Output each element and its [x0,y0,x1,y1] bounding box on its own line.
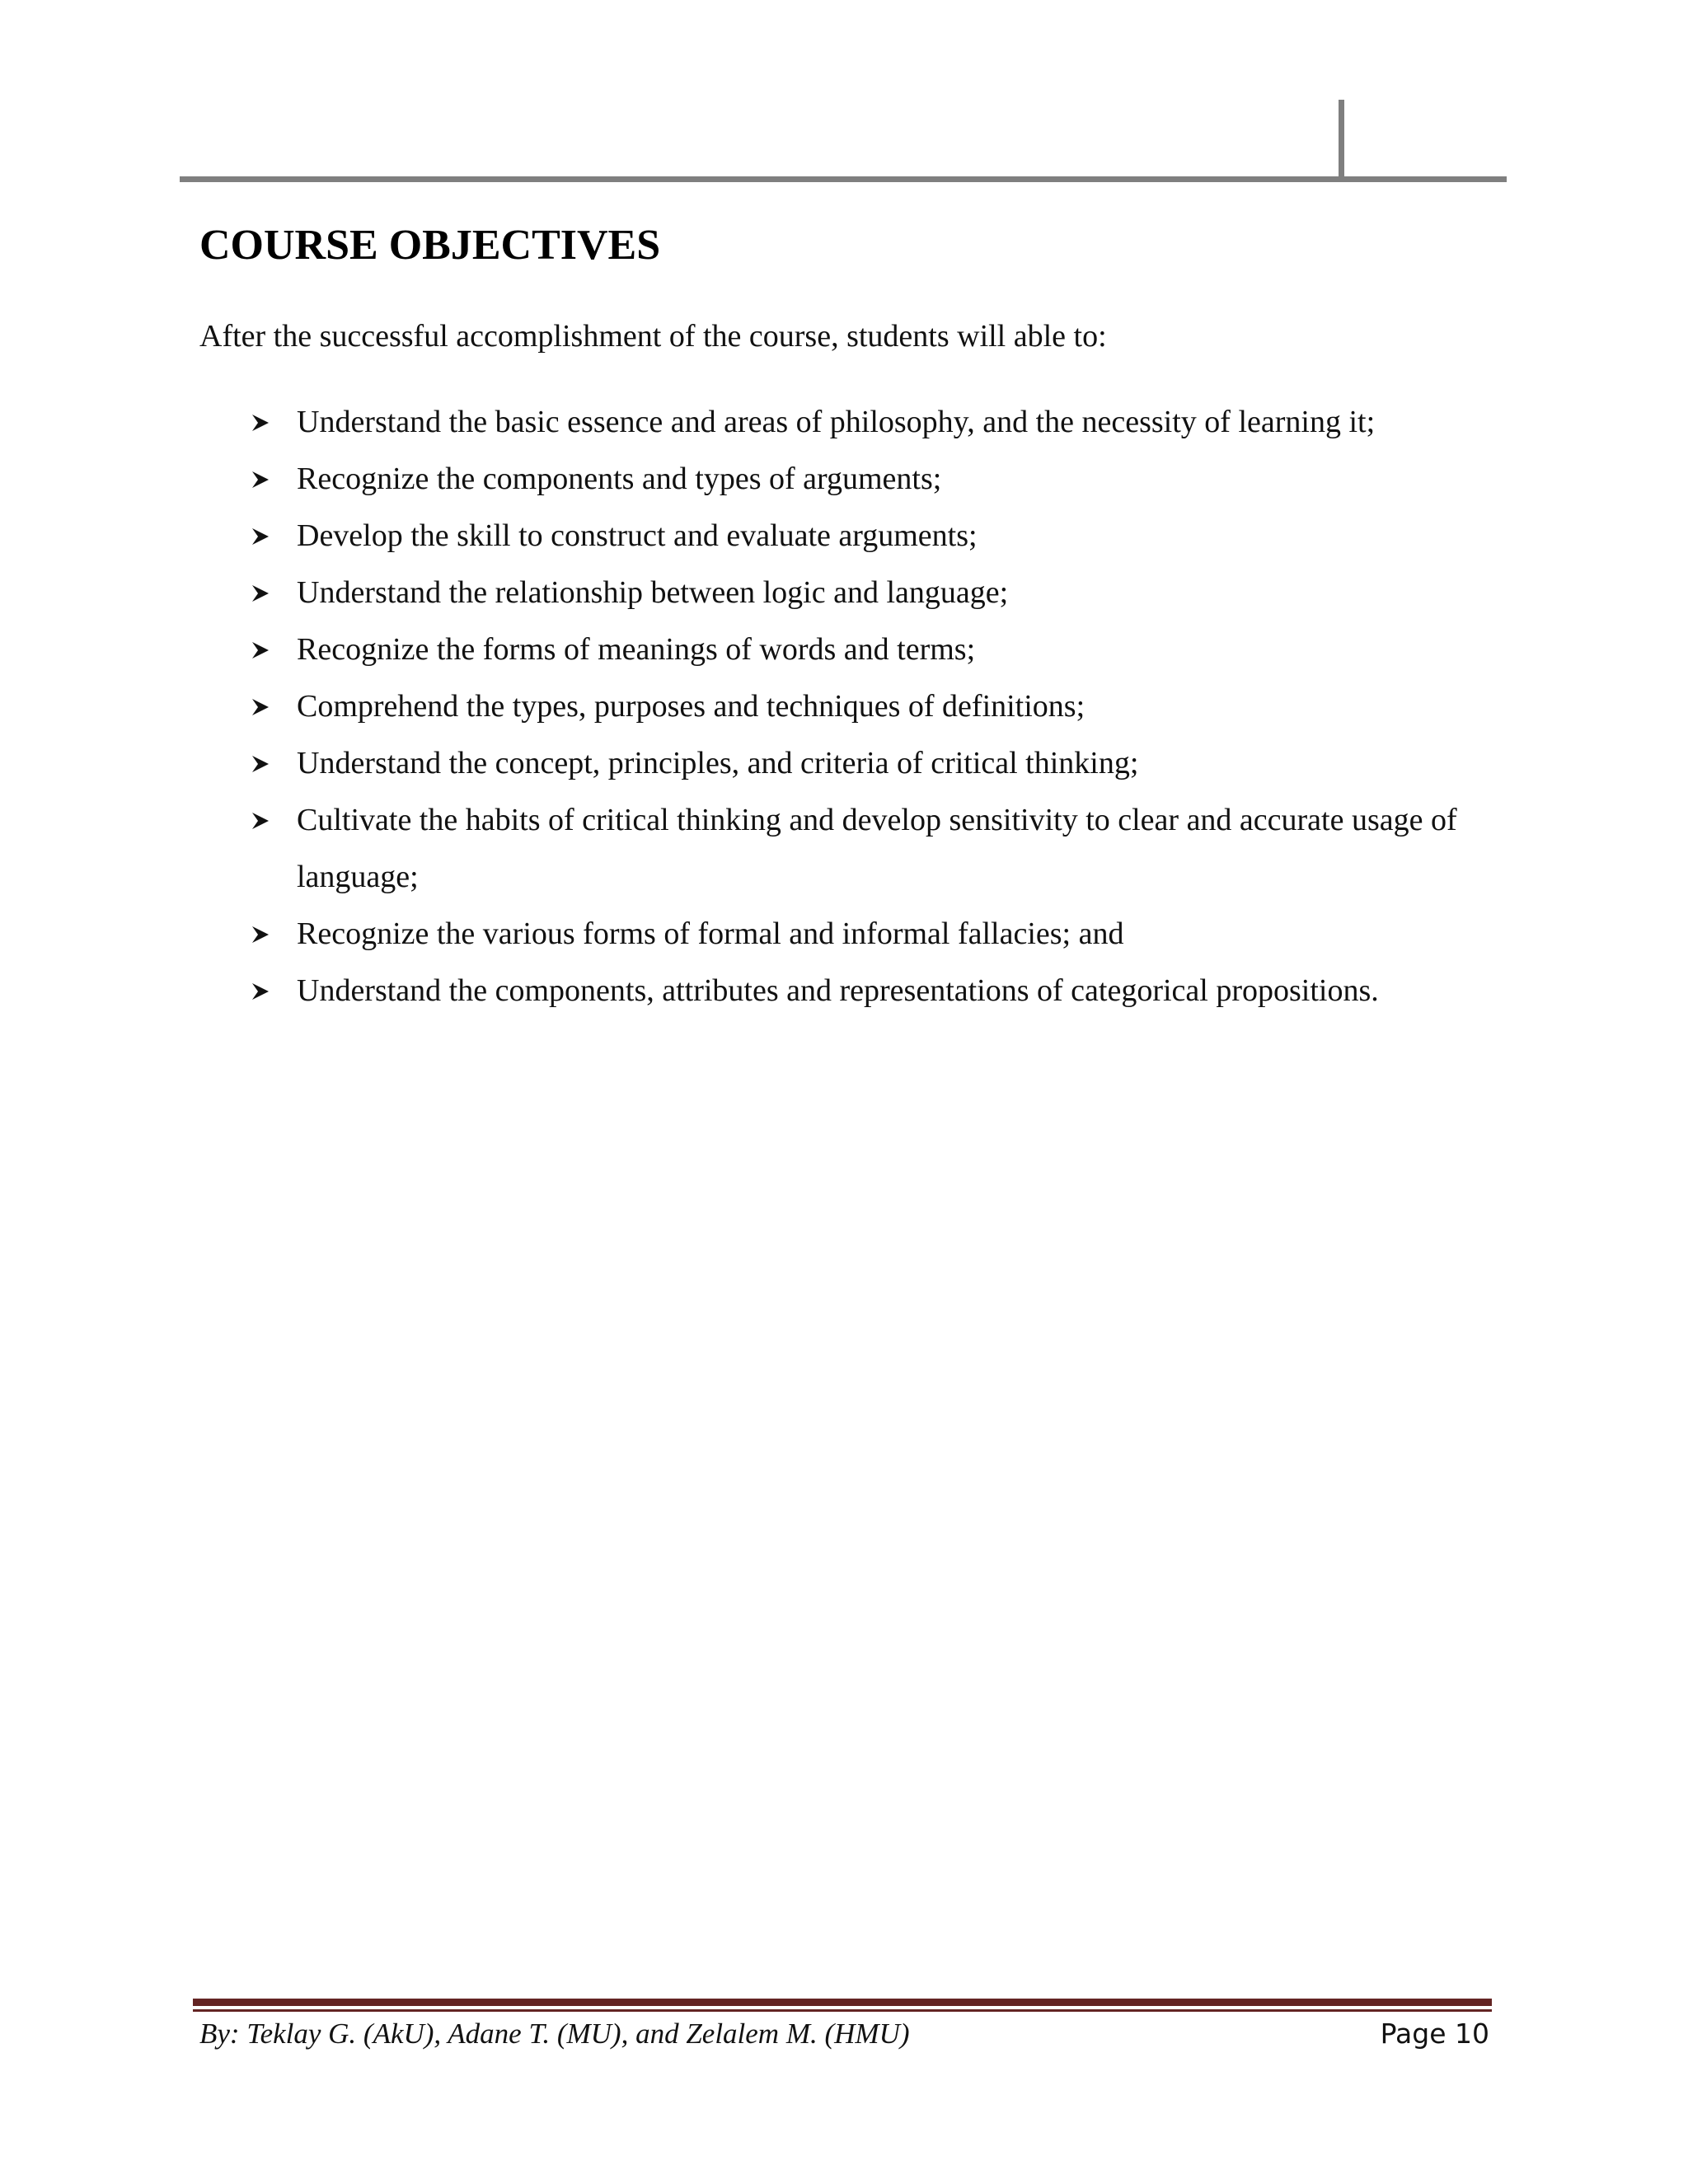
arrowhead-bullet-icon [251,451,297,508]
arrowhead-bullet-icon [251,565,297,621]
arrowhead-bullet-icon [251,792,297,849]
objective-text: Understand the relationship between logic and language; [297,575,1009,610]
objective-text: Understand the components, attributes and representations of categorical propositions. [297,973,1379,1008]
objective-text: Develop the skill to construct and evaluate arguments; [297,518,978,553]
footer-authors: By: Teklay G. (AkU), Adane T. (MU), and Zelalem M. (HMU) [199,2018,910,2050]
arrowhead-bullet-icon [251,508,297,565]
objective-text: Cultivate the habits of critical thinking and develop sensitivity to clear and accurate usage of language; [297,803,1457,894]
objectives-list [251,394,1503,1019]
objective-item [251,508,1503,565]
arrowhead-bullet-icon [251,906,297,963]
objective-text: Comprehend the types, purposes and techniques of definitions; [297,689,1085,724]
objective-item [251,792,1503,906]
objective-text: Understand the basic essence and areas of philosophy, and the necessity of learning it; [297,405,1376,439]
objective-text: Recognize the various forms of formal and informal fallacies; and [297,916,1124,951]
arrowhead-bullet-icon [251,678,297,735]
page-number: Page 10 [1380,2018,1489,2050]
objective-text: Recognize the components and types of arguments; [297,462,942,496]
arrowhead-bullet-icon [251,963,297,1019]
objective-item [251,678,1503,735]
arrowhead-bullet-icon [251,394,297,451]
objective-text: Recognize the forms of meanings of words and terms; [297,632,976,667]
objective-item [251,621,1503,678]
footer-rule [193,1999,1492,2006]
arrowhead-bullet-icon [251,735,297,792]
objective-text: Understand the concept, principles, and criteria of critical thinking; [297,746,1139,780]
footer-rule-thin [193,2009,1492,2012]
objective-item [251,735,1503,792]
objective-item [251,451,1503,508]
intro-text: After the successful accomplishment of the course, students will able to: [199,319,1107,354]
page-title: COURSE OBJECTIVES [199,222,661,269]
header-rule [180,176,1507,182]
objective-item [251,906,1503,963]
objective-item [251,394,1503,451]
objective-item [251,565,1503,621]
objective-item [251,963,1503,1019]
arrowhead-bullet-icon [251,621,297,678]
header-tick [1339,100,1344,179]
